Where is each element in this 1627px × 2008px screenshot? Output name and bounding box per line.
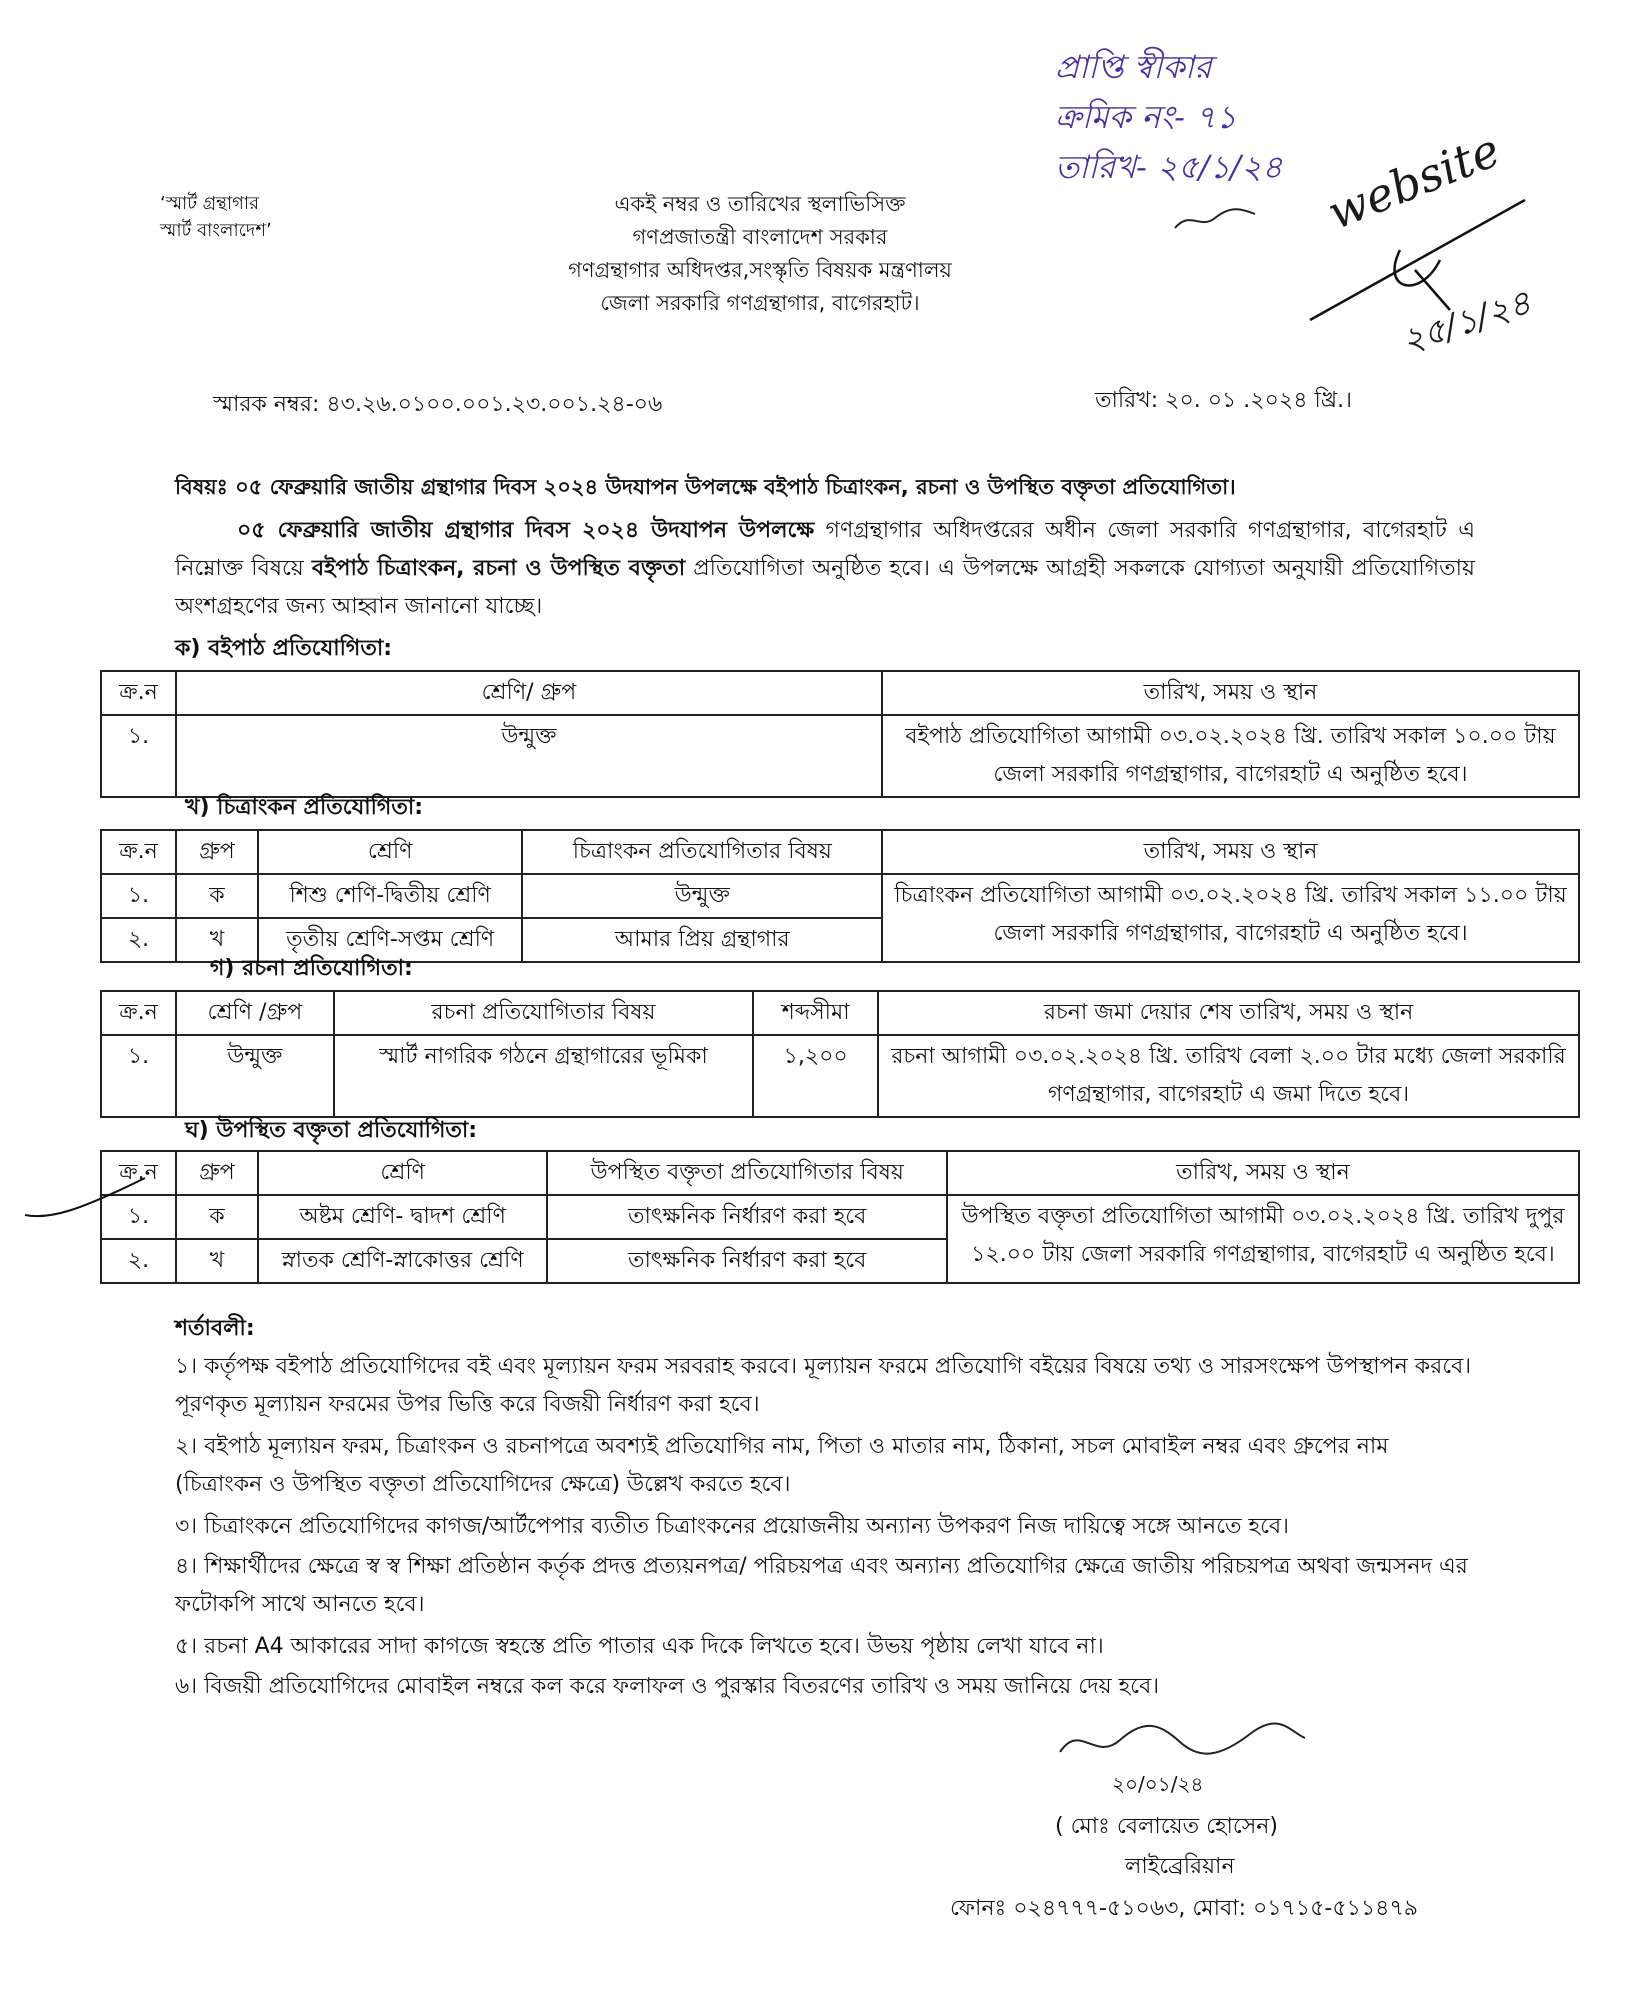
- cell-when: চিত্রাংকন প্রতিযোগিতা আগামী ০৩.০২.২০২৪ খ্রি. তারিখ সকাল ১১.০০ টায় জেলা সরকারি গণগ্রন্থাগার, বাগেরহাট এ অনুষ্ঠিত হবে।: [882, 874, 1579, 962]
- office-header: [480, 188, 1040, 320]
- col-group: শ্রেণি/ গ্রুপ: [176, 671, 882, 715]
- condition-item-4: ৪। শিক্ষার্থীদের ক্ষেত্রে স্ব স্ব শিক্ষা প্রতিষ্ঠান কর্তৃক প্রদত্ত প্রত্যয়নপত্র/ পরিচয়পত্র এবং অন্যান্য প্রতিযোগির ক্ষেত্রে জাতীয় পরিচয়পত্র অথবা জন্মসনদ এর ফটোকপি সাথে আনতে হবে।: [175, 1554, 1468, 1617]
- stamp-date: তারিখ- ২৫/১/২৪: [1055, 148, 1283, 186]
- stamp-serial: ক্রমিক নং- ৭১: [1055, 98, 1237, 136]
- table-header-row: [101, 1151, 1579, 1195]
- header-line-3: গণগ্রন্থাগার অধিদপ্তর,সংস্কৃতি বিষয়ক মন্ত্রণালয়: [568, 258, 952, 282]
- cell-class: স্নাতক শ্রেণি-স্নাকোত্তর শ্রেণি: [258, 1239, 548, 1283]
- cell-class: অষ্টম শ্রেণি- দ্বাদশ শ্রেণি: [258, 1195, 548, 1239]
- cell-serial: ২.: [101, 918, 176, 962]
- cell-topic: তাৎক্ষনিক নির্ধারণ করা হবে: [547, 1239, 946, 1283]
- cell-group: খ: [176, 918, 258, 962]
- condition-item-6: ৬। বিজয়ী প্রতিযোগিদের মোবাইল নম্বরে কল করে ফলাফল ও পুরস্কার বিতরণের তারিখ ও সময় জানিয়ে দেয় হবে।: [175, 1674, 1160, 1699]
- signatory-name: ( মোঃ বেলায়েত হোসেন): [1055, 1814, 1279, 1839]
- header-line-4: জেলা সরকারি গণগ্রন্থাগার, বাগেরহাট।: [600, 291, 920, 315]
- cell-when: রচনা আগামী ০৩.০২.২০২৪ খ্রি. তারিখ বেলা ২.০০ টার মধ্যে জেলা সরকারি গণগ্রন্থাগার, বাগেরহাট এ জমা দিতে হবে।: [878, 1035, 1579, 1117]
- stamp-title: প্রাপ্তি স্বীকার: [1055, 48, 1212, 86]
- slogan-line-2: স্মার্ট বাংলাদেশ’: [160, 220, 272, 241]
- cell-serial: ১.: [101, 715, 176, 797]
- cell-group: উন্মুক্ত: [176, 1035, 334, 1117]
- cell-topic: স্মার্ট নাগরিক গঠনে গ্রন্থাগারের ভূমিকা: [334, 1035, 753, 1117]
- website-note-date: ২৫/১/২৪: [1396, 282, 1537, 362]
- intro-bold-topics: বইপাঠ চিত্রাংকন, রচনা ও উপস্থিত বক্তৃতা: [311, 556, 686, 581]
- cell-class: তৃতীয় শ্রেণি-সপ্তম শ্রেণি: [258, 918, 523, 962]
- cell-group: ক: [176, 1195, 258, 1239]
- speech-competition-table: [100, 1150, 1580, 1284]
- cell-topic: উন্মুক্ত: [522, 874, 882, 918]
- condition-item-3: ৩। চিত্রাংকনে প্রতিযোগিদের কাগজ/আর্টপেপার ব্যতীত চিত্রাংকনের প্রয়োজনীয় অন্যান্য উপকরণ নিজ দায়িত্বে সঙ্গে আনতে হবে।: [175, 1514, 1290, 1539]
- header-line-2: গণপ্রজাতন্ত্রী বাংলাদেশ সরকার: [632, 225, 888, 249]
- col-class: শ্রেণি: [258, 1151, 548, 1195]
- table-row: [101, 715, 1579, 797]
- col-serial: ক্র.ন: [101, 830, 176, 874]
- col-topic: উপস্থিত বক্তৃতা প্রতিযোগিতার বিষয়: [547, 1151, 946, 1195]
- table-row: [101, 874, 1579, 918]
- slogan: [160, 190, 272, 244]
- section-gha-title: ঘ) উপস্থিত বক্তৃতা প্রতিযোগিতা:: [185, 1118, 478, 1143]
- subject-line: বিষয়ঃ ০৫ ফেব্রুয়ারি জাতীয় গ্রন্থাগার দিবস ২০২৪ উদযাপন উপলক্ষে বইপাঠ চিত্রাংকন, রচনা ও উপস্থিত বক্তৃতা প্রতিযোগিতা।: [175, 475, 1236, 499]
- col-topic: রচনা প্রতিযোগিতার বিষয়: [334, 991, 753, 1035]
- signature-date: ২০/০১/২৪: [1112, 1772, 1204, 1796]
- col-word-limit: শব্দসীমা: [753, 991, 878, 1035]
- col-class: শ্রেণি: [258, 830, 523, 874]
- condition-item-5: ৫। রচনা A4 আকারের সাদা কাগজে স্বহস্তে প্রতি পাতার এক দিকে লিখতে হবে। উভয় পৃষ্ঠায় লেখা যাবে না।: [175, 1634, 1104, 1659]
- cell-class: শিশু শেণি-দ্বিতীয় শ্রেণি: [258, 874, 523, 918]
- condition-item-1: ১। কর্তৃপক্ষ বইপাঠ প্রতিযোগিদের বই এবং মূল্যায়ন ফরম সরবরাহ করবে। মূল্যায়ন ফরমে প্রতিযোগি বইয়ের বিষয়ে তথ্য ও সারসংক্ষেপ উপস্থাপন করবে। পূরণকৃত মূল্যায়ন ফরমের উপর ভিত্তি করে বিজয়ী নির্ধারণ করা হবে।: [175, 1354, 1472, 1417]
- memo-date: তারিখ: ২০. ০১ .২০২৪ খ্রি.।: [1095, 388, 1352, 413]
- col-serial: ক্র.ন: [101, 1151, 176, 1195]
- stamp-signature: [1170, 200, 1260, 240]
- cell-when: বইপাঠ প্রতিযোগিতা আগামী ০৩.০২.২০২৪ খ্রি. তারিখ সকাল ১০.০০ টায় জেলা সরকারি গণগ্রন্থাগার, বাগেরহাট এ অনুষ্ঠিত হবে।: [882, 715, 1579, 797]
- col-group: গ্রুপ: [176, 1151, 258, 1195]
- condition-item-2: ২। বইপাঠ মূল্যায়ন ফরম, চিত্রাংকন ও রচনাপত্রে অবশ্যই প্রতিযোগির নাম, পিতা ও মাতার নাম, ঠিকানা, সচল মোবাইল নম্বর এবং গ্রুপের নাম (চিত্রাংকন ও উপস্থিত বক্তৃতা প্রতিযোগিদের ক্ষেত্রে) উল্লেখ করতে হবে।: [175, 1434, 1389, 1497]
- col-topic: চিত্রাংকন প্রতিযোগিতার বিষয়: [522, 830, 882, 874]
- col-when: তারিখ, সময় ও স্থান: [882, 830, 1579, 874]
- section-ka-title: ক) বইপাঠ প্রতিযোগিতা:: [175, 636, 393, 661]
- col-when: তারিখ, সময় ও স্থান: [882, 671, 1579, 715]
- intro-lead: ০৫ ফেব্রুয়ারি জাতীয় গ্রন্থাগার দিবস ২০২৪ উদযাপন উপলক্ষে: [237, 518, 815, 543]
- signatory-phone: ফোনঃ ০২৪৭৭৭-৫১০৬৩, মোবা: ০১৭১৫-৫১১৪৭৯: [950, 1896, 1419, 1921]
- reading-competition-table: [100, 670, 1580, 798]
- cell-topic: আমার প্রিয় গ্রন্থাগার: [522, 918, 882, 962]
- cell-word-limit: ১,২০০: [753, 1035, 878, 1117]
- table-row: [101, 1195, 1579, 1239]
- cell-group: উন্মুক্ত: [176, 715, 882, 797]
- intro-paragraph: [175, 512, 1475, 626]
- col-group: গ্রুপ: [176, 830, 258, 874]
- cell-serial: ১.: [101, 1195, 176, 1239]
- col-serial: ক্র.ন: [101, 671, 176, 715]
- col-when: রচনা জমা দেয়ার শেষ তারিখ, সময় ও স্থান: [878, 991, 1579, 1035]
- intro-part-3: প্রতিযোগিতা অনুষ্ঠিত হবে। এ উপলক্ষে আগ্রহী সকলকে যোগ্যতা অনুযায়ী প্রতিযোগিতায় অংশগ্রহণের জন্য আহ্বান জানানো যাচ্ছে।: [175, 556, 1475, 619]
- essay-competition-table: [100, 990, 1580, 1118]
- section-kha-title: খ) চিত্রাংকন প্রতিযোগিতা:: [185, 795, 424, 820]
- check-mark: [20, 1170, 150, 1230]
- cell-serial: ১.: [101, 1035, 176, 1117]
- intro-part-1: গণগ্রন্থাগার অধিদপ্তরের অধীন জেলা সরকারি গণগ্রন্থাগার, বাগেরহাট এ নিম্নোক্ত বিষয়ে: [175, 518, 1476, 581]
- librarian-signature: [1050, 1712, 1310, 1772]
- table-header-row: [101, 671, 1579, 715]
- signatory-designation: লাইব্রেরিয়ান: [1125, 1854, 1235, 1879]
- cell-serial: ২.: [101, 1239, 176, 1283]
- table-header-row: [101, 830, 1579, 874]
- conditions-title: শর্তাবলী:: [175, 1316, 255, 1341]
- cell-group: খ: [176, 1239, 258, 1283]
- col-when: তারিখ, সময় ও স্থান: [947, 1151, 1579, 1195]
- table-row: [101, 1035, 1579, 1117]
- table-header-row: [101, 991, 1579, 1035]
- section-ga-title: গ) রচনা প্রতিযোগিতা:: [210, 956, 413, 981]
- cell-serial: ১.: [101, 874, 176, 918]
- receipt-stamp: [1055, 42, 1355, 192]
- cell-topic: তাৎক্ষনিক নির্ধারণ করা হবে: [547, 1195, 946, 1239]
- website-note: website: [1320, 122, 1508, 241]
- col-serial: ক্র.ন: [101, 991, 176, 1035]
- col-group: শ্রেণি /গ্রুপ: [176, 991, 334, 1035]
- slogan-line-1: ‘স্মার্ট গ্রন্থাগার: [160, 193, 260, 214]
- memo-number: স্মারক নম্বর: ৪৩.২৬.০১০০.০০১.২৩.০০১.২৪-০৬: [213, 392, 663, 417]
- cell-when: উপস্থিত বক্তৃতা প্রতিযোগিতা আগামী ০৩.০২.২০২৪ খ্রি. তারিখ দুপুর ১২.০০ টায় জেলা সরকারি গণগ্রন্থাগার, বাগেরহাট এ অনুষ্ঠিত হবে।: [947, 1195, 1579, 1283]
- cell-group: ক: [176, 874, 258, 918]
- drawing-competition-table: [100, 829, 1580, 963]
- header-line-1: একই নম্বর ও তারিখের স্থলাভিসিক্ত: [614, 192, 906, 216]
